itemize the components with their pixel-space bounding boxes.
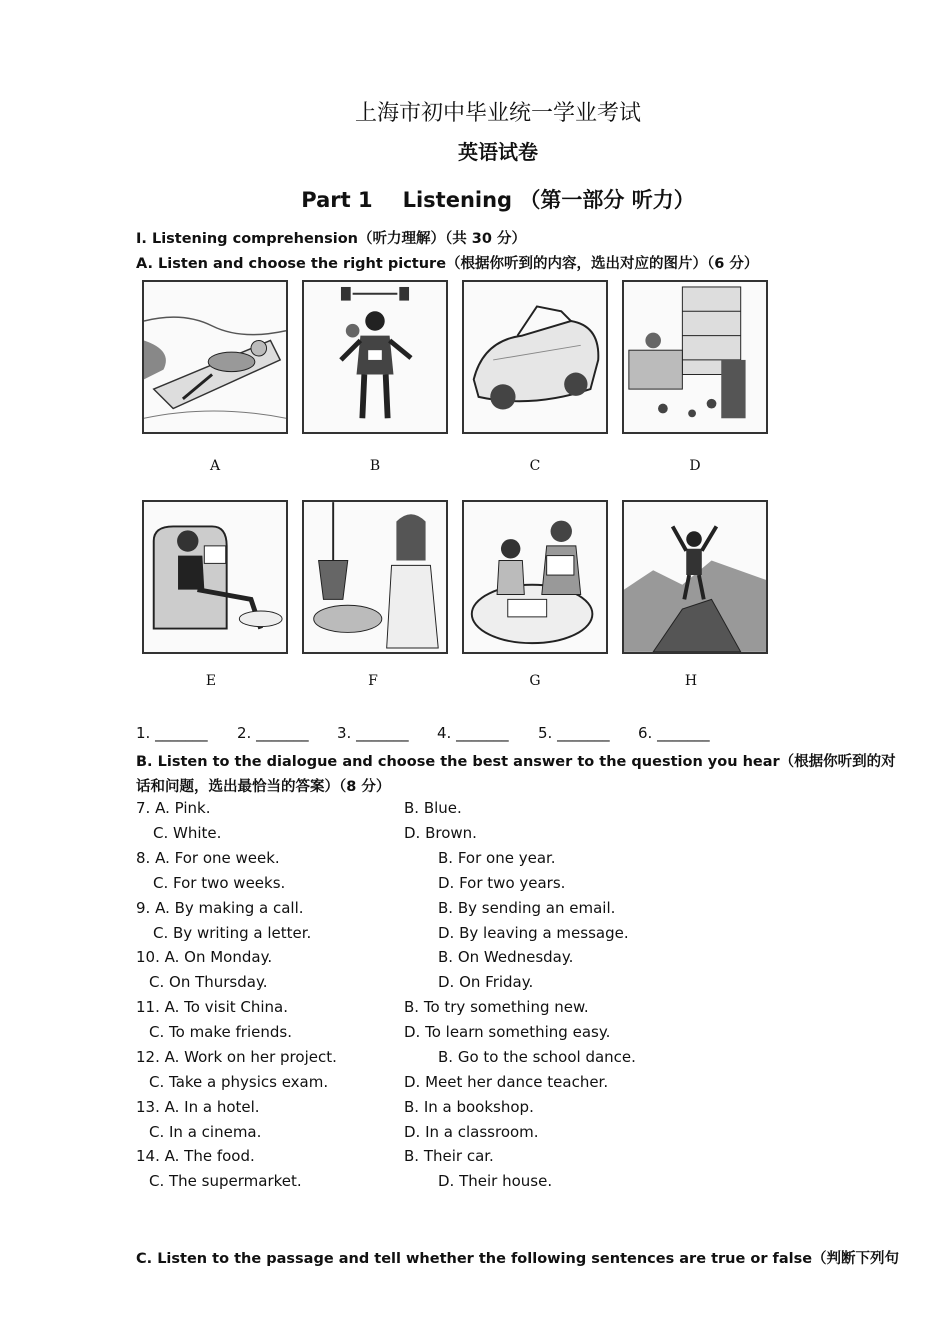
- picture-label-b: B: [369, 458, 381, 474]
- picture-a: [142, 280, 288, 434]
- q9-option-a: 9. A. By making a call.: [136, 899, 304, 917]
- q13-option-c: C. In a cinema.: [149, 1123, 262, 1141]
- q14-option-d: D. Their house.: [438, 1172, 553, 1190]
- q8-option-b: B. For one year.: [438, 849, 556, 867]
- section-i-heading: I. Listening comprehension（听力理解）（共 30 分）: [136, 231, 527, 247]
- reading-chair-picture: [144, 502, 286, 652]
- q7-option-b: B. Blue.: [404, 799, 462, 817]
- q7-option-a: 7. A. Pink.: [136, 799, 211, 817]
- q10-option-c: C. On Thursday.: [149, 973, 268, 991]
- exam-title: 上海市初中毕业统一学业考试: [354, 101, 641, 126]
- mountain-top-picture: [624, 502, 766, 652]
- q10-option-a: 10. A. On Monday.: [136, 948, 273, 966]
- picture-d: [622, 280, 768, 434]
- q14-option-c: C. The supermarket.: [149, 1172, 302, 1190]
- q14-option-b: B. Their car.: [404, 1147, 494, 1165]
- part-number: Part 1: [301, 188, 373, 212]
- q7-option-c: C. White.: [153, 824, 222, 842]
- picture-label-g: G: [529, 673, 541, 689]
- q8-option-d: D. For two years.: [438, 874, 566, 892]
- section-c-heading: C. Listen to the passage and tell whether the following sentences are true or false（判断下列句: [136, 1251, 900, 1267]
- picture-f: [302, 500, 448, 654]
- q9-option-c: C. By writing a letter.: [153, 924, 312, 942]
- q9-option-b: B. By sending an email.: [438, 899, 616, 917]
- car-picture: [464, 282, 606, 432]
- q11-option-c: C. To make friends.: [149, 1023, 292, 1041]
- q11-option-d: D. To learn something easy.: [404, 1023, 611, 1041]
- answer-blank-2: 2. _______: [237, 724, 309, 742]
- answer-blank-1: 1. _______: [136, 724, 208, 742]
- messy-room-picture: [624, 282, 766, 432]
- picture-label-a: A: [209, 458, 221, 474]
- answer-blank-4: 4. _______: [437, 724, 509, 742]
- picture-label-f: F: [368, 673, 378, 689]
- picture-label-e: E: [205, 673, 217, 689]
- answer-blank-5: 5. _______: [538, 724, 610, 742]
- hospital-picture: [304, 502, 446, 652]
- q11-option-a: 11. A. To visit China.: [136, 998, 289, 1016]
- answer-blank-6: 6. _______: [638, 724, 710, 742]
- part-name: Listening （第一部分 听力）: [402, 188, 695, 212]
- q7-option-d: D. Brown.: [404, 824, 477, 842]
- picture-label-d: D: [689, 458, 701, 474]
- q8-option-a: 8. A. For one week.: [136, 849, 280, 867]
- section-b-heading-line1: B. Listen to the dialogue and choose the best answer to the question you hear（根据你听到的对: [136, 754, 896, 770]
- section-b-heading-line2: 话和问题，选出最恰当的答案）（8 分）: [136, 779, 391, 795]
- q13-option-d: D. In a classroom.: [404, 1123, 539, 1141]
- picture-c: [462, 280, 608, 434]
- beach-picture: [144, 282, 286, 432]
- answer-blank-3: 3. _______: [337, 724, 409, 742]
- picture-label-h: H: [684, 673, 698, 689]
- picture-label-c: C: [529, 458, 541, 474]
- picture-h: [622, 500, 768, 654]
- q12-option-d: D. Meet her dance teacher.: [404, 1073, 609, 1091]
- q12-option-a: 12. A. Work on her project.: [136, 1048, 337, 1066]
- q8-option-c: C. For two weeks.: [153, 874, 286, 892]
- exam-subtitle: 英语试卷: [458, 140, 538, 164]
- picture-e: [142, 500, 288, 654]
- picture-b: [302, 280, 448, 434]
- q14-option-a: 14. A. The food.: [136, 1147, 255, 1165]
- q12-option-b: B. Go to the school dance.: [438, 1048, 636, 1066]
- q10-option-b: B. On Wednesday.: [438, 948, 574, 966]
- q12-option-c: C. Take a physics exam.: [149, 1073, 329, 1091]
- q13-option-a: 13. A. In a hotel.: [136, 1098, 260, 1116]
- studying-picture: [464, 502, 606, 652]
- q11-option-b: B. To try something new.: [404, 998, 589, 1016]
- runner-picture: [304, 282, 446, 432]
- part-title: [0, 184, 950, 214]
- q13-option-b: B. In a bookshop.: [404, 1098, 534, 1116]
- picture-g: [462, 500, 608, 654]
- q10-option-d: D. On Friday.: [438, 973, 534, 991]
- section-a-heading: A. Listen and choose the right picture（根据你听到的内容，选出对应的图片）（6 分）: [136, 256, 759, 272]
- q9-option-d: D. By leaving a message.: [438, 924, 629, 942]
